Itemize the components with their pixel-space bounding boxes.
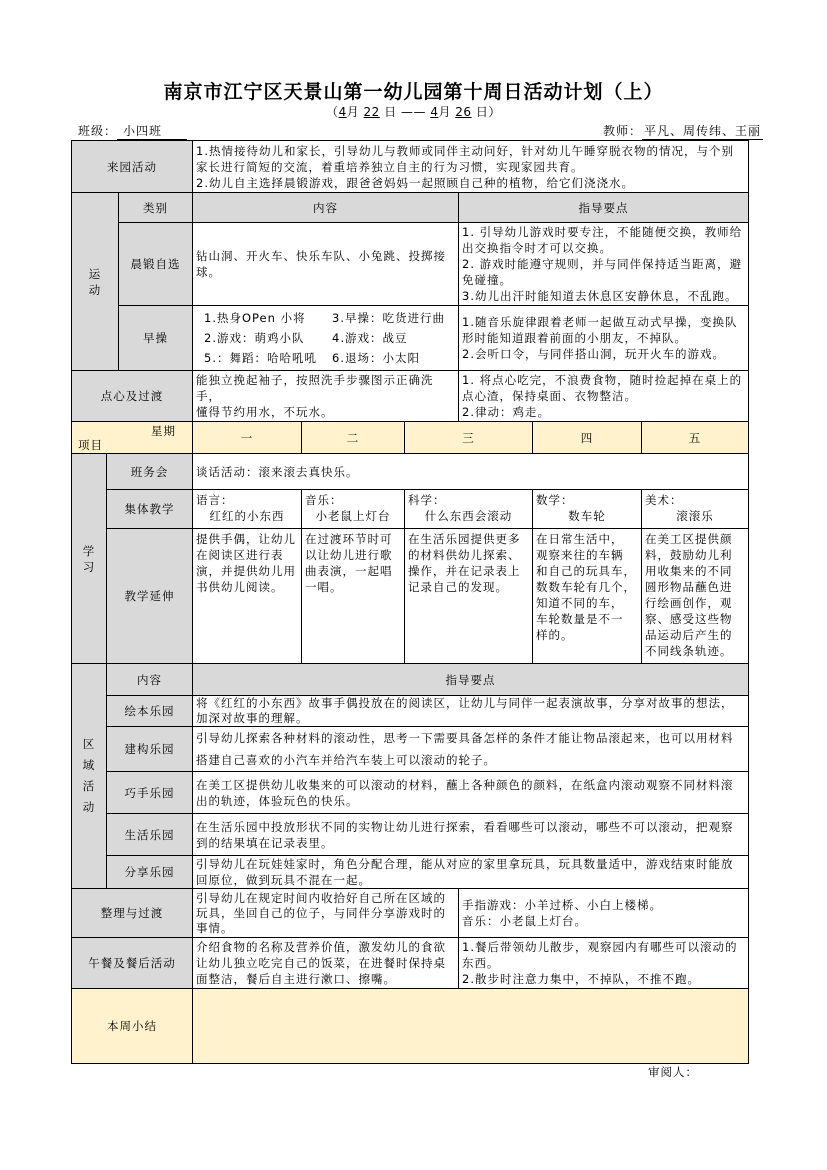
- group-teaching-label-cell: [106, 489, 193, 529]
- class-meeting-content-cell: [192, 453, 749, 490]
- month-char: 月: [438, 105, 451, 119]
- lunch-content: 介绍食物的名称及营养价值，激发幼儿的食欲 让幼儿独立吃完自己的饭菜，在进餐时保持桌 面整洁，餐后自主进行漱口、擦嘴。: [196, 940, 446, 986]
- morning-choice-content: 钻山洞、开火车、快乐车队、小兔跳、投掷接 球。: [196, 249, 446, 279]
- tidy-guide: 手指游戏：小羊过桥、小白上楼梯。 音乐：小老鼠上灯台。: [462, 898, 662, 928]
- extension-thu: [532, 528, 642, 664]
- class-info: [78, 123, 187, 140]
- day-label: 三: [462, 430, 475, 445]
- sport-section-label: 运动: [88, 266, 102, 297]
- date-range: [0, 104, 827, 120]
- area-guide-cell: [192, 695, 749, 727]
- end-month: 4: [430, 105, 439, 119]
- area-name-cell: [106, 855, 193, 889]
- drill-item: 6.退场：小太阳: [332, 351, 420, 365]
- day-label: 二: [346, 430, 360, 445]
- area-guide: 引导幼儿探索各种材料的滚动性，思考一下需要具备怎样的条件才能让物品滚起来，也可以用材料 搭建自己喜欢的小汽车并给汽车装上可以滚动的轮子。: [196, 731, 734, 767]
- class-value: 小四班: [117, 123, 187, 140]
- area-name-cell: [106, 695, 193, 727]
- area-name: 分享乐园: [124, 865, 175, 879]
- areas-content-header: [106, 663, 193, 696]
- extension-wed: [404, 528, 533, 664]
- tidy-label: 整理与过渡: [100, 906, 164, 920]
- date-open: （: [326, 105, 339, 119]
- lesson-subject: 语言：: [196, 493, 234, 507]
- summary-label-cell: [71, 988, 193, 1064]
- arrival-content-cell: [192, 140, 749, 193]
- snack-content-cell: [192, 370, 459, 422]
- snack-content: 能独立挽起袖子，按照洗手步骤图示正确洗手， 懂得节约用水，不玩水。: [196, 373, 434, 419]
- sport-category-header: [118, 192, 193, 223]
- arrival-label: 来园活动: [107, 159, 157, 174]
- drill-item: 5.：舞蹈：哈哈吼吼: [204, 351, 317, 365]
- lesson-title: 什么东西会滚动: [424, 509, 513, 523]
- morning-choice-content-cell: [192, 222, 459, 306]
- page-title: 南京市江宁区天景山第一幼儿园第十周日活动计划（上）: [163, 81, 664, 103]
- lesson-title: 滚滚乐: [676, 509, 714, 523]
- drill-item: 2.游戏：萌鸡小队: [204, 331, 305, 345]
- area-guide: 引导幼儿在玩娃娃家时，角色分配合理，能从对应的家里拿玩具，玩具数量适中，游戏结束时能放 回原位，做到玩具不混在一起。: [196, 857, 734, 887]
- lunch-content-cell: [192, 937, 459, 989]
- lesson-title: 红红的小东西: [209, 509, 285, 523]
- extension-label: 教学延伸: [124, 589, 175, 603]
- sport-content-header: [192, 192, 459, 223]
- lesson-title: 小老鼠上灯台: [315, 509, 391, 523]
- extension-text: 在生活乐园提供更多 的材料供幼儿探索、 操作，并在记录表上 记录自己的发现。: [408, 532, 521, 594]
- sport-guide-header: [458, 192, 749, 223]
- lunch-label: 午餐及餐后活动: [88, 956, 176, 970]
- morning-drill-content-cell: [192, 305, 459, 371]
- area-name-cell: [106, 813, 193, 856]
- day-char: 日: [475, 105, 489, 119]
- areas-section-cell: [71, 663, 107, 889]
- morning-drill-list: [196, 310, 455, 366]
- day-label: 一: [240, 430, 254, 445]
- morning-drill-label: 早操: [143, 331, 168, 345]
- area-guide: 将《红红的小东西》故事手偶投放在的阅读区，让幼儿与同伴一起表演故事，分享对故事的想法， 加深对故事的理解。: [196, 696, 734, 725]
- teacher-label: 教师：: [603, 124, 643, 138]
- summary-content-cell: [192, 988, 749, 1064]
- group-teaching-fri: [641, 489, 749, 529]
- learning-section-cell: [71, 453, 107, 664]
- tidy-guide-cell: [458, 888, 749, 938]
- group-teaching-thu: [532, 489, 642, 529]
- day-header-wed: [404, 421, 533, 454]
- week-corner-cell: [71, 421, 193, 454]
- date-dash: ——: [396, 105, 431, 119]
- drill-item: 1.热身OPen 小将: [204, 311, 306, 325]
- area-guide-cell: [192, 855, 749, 889]
- snack-label-cell: [71, 370, 193, 422]
- tidy-label-cell: [71, 888, 193, 938]
- area-name: 建构乐园: [124, 742, 175, 756]
- extension-fri: [641, 528, 749, 664]
- teacher-info: [603, 123, 763, 140]
- area-name-cell: [106, 726, 193, 772]
- learning-section-label: 学习: [82, 543, 96, 574]
- areas-guide-header: [192, 663, 749, 696]
- day-label: 五: [688, 430, 702, 445]
- tidy-content: 引导幼儿在规定时间内收拾好自己所在区域的 玩具，坐回自己的位子，与同伴分享游戏时的 事情。: [196, 890, 446, 935]
- area-guide-cell: [192, 813, 749, 856]
- morning-drill-label-cell: [118, 305, 193, 371]
- guide-header-text: 指导要点: [578, 200, 629, 215]
- tidy-content-cell: [192, 888, 459, 938]
- morning-choice-guide: 1. 引导幼儿游戏时要专注，不能随便交换，教师给 出交换指令时才可以交换。 2. 游戏时能遵守规则，并与同伴保持适当距离，避 免碰撞。 3.幼儿出汗时能知道去休息区安静休息，不乱跑。: [462, 225, 743, 303]
- date-close: ）: [488, 105, 501, 119]
- lesson-subject: 美术：: [645, 493, 683, 507]
- day-header-fri: [641, 421, 749, 454]
- morning-choice-label-cell: [118, 222, 193, 306]
- class-meeting-label: 班务会: [130, 464, 169, 479]
- morning-drill-guide: 1.随音乐旋律跟着老师一起做互动式早操，变换队 形时能知道跟着前面的小朋友，不掉队。 2.会听口令，与同伴搭山洞，玩开火车的游戏。: [462, 315, 738, 361]
- lesson-subject: 音乐：: [305, 493, 343, 507]
- group-teaching-label: 集体教学: [124, 502, 175, 516]
- class-meeting-label-cell: [106, 453, 193, 490]
- extension-text: 在美工区提供颜 料，鼓励幼儿利 用收集来的不同 圆形物品蘸色进 行绘画创作，观 察、感受这些物 品运动后产生的 不同线条轨迹。: [645, 532, 733, 658]
- month-char: 月: [346, 105, 360, 119]
- class-label: 班级：: [78, 124, 118, 138]
- summary-label: 本周小结: [107, 1019, 157, 1033]
- day-header-mon: [192, 421, 302, 454]
- group-teaching-wed: [404, 489, 533, 529]
- weekday-label: 星期: [151, 424, 176, 438]
- snack-label: 点心及过渡: [100, 389, 164, 403]
- day-label: 四: [580, 430, 594, 445]
- teacher-value: 平凡、周传纬、王丽: [644, 124, 762, 138]
- sport-section-cell: [71, 192, 119, 371]
- group-teaching-mon: [192, 489, 302, 529]
- extension-text: 在过渡环节时可 以让幼儿进行歌 曲表演，一起唱 一唱。: [305, 532, 393, 594]
- lesson-subject: 数学：: [536, 493, 574, 507]
- snack-guide: 1. 将点心吃完，不浪费食物，随时捡起掉在桌上的 点心渣，保持桌面、衣物整洁。 2.律动：鸡走。: [462, 373, 743, 419]
- areas-section-label: 区域活动: [82, 737, 96, 814]
- lunch-label-cell: [71, 937, 193, 989]
- area-name-cell: [106, 771, 193, 814]
- end-day: 26: [455, 105, 472, 119]
- class-meeting-content: 谈话活动：滚来滚去真快乐。: [196, 464, 359, 479]
- area-guide: 在美工区提供幼儿收集来的可以滚动的材料，蘸上各种颜色的颜料，在纸盒内滚动观察不同材料滚 出的轨迹，体验玩色的快乐。: [196, 777, 734, 808]
- areas-guide-header-text: 指导要点: [445, 672, 496, 687]
- areas-content-header-text: 内容: [137, 672, 162, 687]
- morning-drill-guide-cell: [458, 305, 749, 371]
- lunch-guide-cell: [458, 937, 749, 989]
- area-guide: 在生活乐园中投放形状不同的实物让幼儿进行探索，看看哪些可以滚动，哪些不可以滚动，把观察 到的结果填在记录表里。: [196, 819, 734, 850]
- group-teaching-tue: [301, 489, 405, 529]
- lunch-guide: 1.餐后带领幼儿散步，观察园内有哪些可以滚动的 东西。 2.散步时注意力集中，不掉队，不推不跑。: [462, 940, 738, 986]
- item-label: 项目: [78, 438, 103, 452]
- area-name: 绘本乐园: [124, 704, 175, 718]
- day-char: 日: [384, 105, 397, 119]
- area-name: 巧手乐园: [124, 785, 175, 800]
- day-header-thu: [532, 421, 642, 454]
- area-guide-cell: [192, 726, 749, 772]
- area-guide-cell: [192, 771, 749, 814]
- morning-choice-guide-cell: [458, 222, 749, 306]
- day-header-tue: [301, 421, 405, 454]
- extension-text: 提供手偶，让幼儿 在阅读区进行表 演，并提供幼儿用 书供幼儿阅读。: [196, 532, 296, 594]
- lesson-title: 数车轮: [568, 509, 606, 523]
- start-day: 22: [363, 105, 380, 119]
- snack-guide-cell: [458, 370, 749, 422]
- reviewer-label: 审阅人：: [648, 1065, 698, 1079]
- extension-text: 在日常生活中， 观察来往的车辆 和自己的玩具车， 数数车轮有几个， 知道不同的车， 车轮数量是不一 样的。: [536, 532, 636, 642]
- content-header-text: 内容: [313, 200, 338, 215]
- drill-item: 4.游戏：战豆: [332, 331, 408, 345]
- extension-label-cell: [106, 528, 193, 664]
- category-header-text: 类别: [143, 200, 168, 215]
- arrival-label-cell: [71, 140, 193, 193]
- start-month: 4: [338, 105, 347, 119]
- lesson-subject: 科学：: [408, 493, 446, 507]
- area-name: 生活乐园: [124, 827, 175, 842]
- arrival-text: 1.热情接待幼儿和家长，引导幼儿与教师或同伴主动问好，针对幼儿午睡穿脱衣物的情况，与个别 家长进行简短的交流，着重培养独立自主的行为习惯，实现家园共育。 2.幼儿自主选择晨锻游戏，跟爸爸妈妈一起照顾自己种的植物，给它们浇浇水。: [196, 143, 734, 190]
- morning-choice-label: 晨锻自选: [130, 257, 181, 271]
- extension-mon: [192, 528, 302, 664]
- extension-tue: [301, 528, 405, 664]
- drill-item: 3.早操：吃货进行曲: [332, 311, 445, 325]
